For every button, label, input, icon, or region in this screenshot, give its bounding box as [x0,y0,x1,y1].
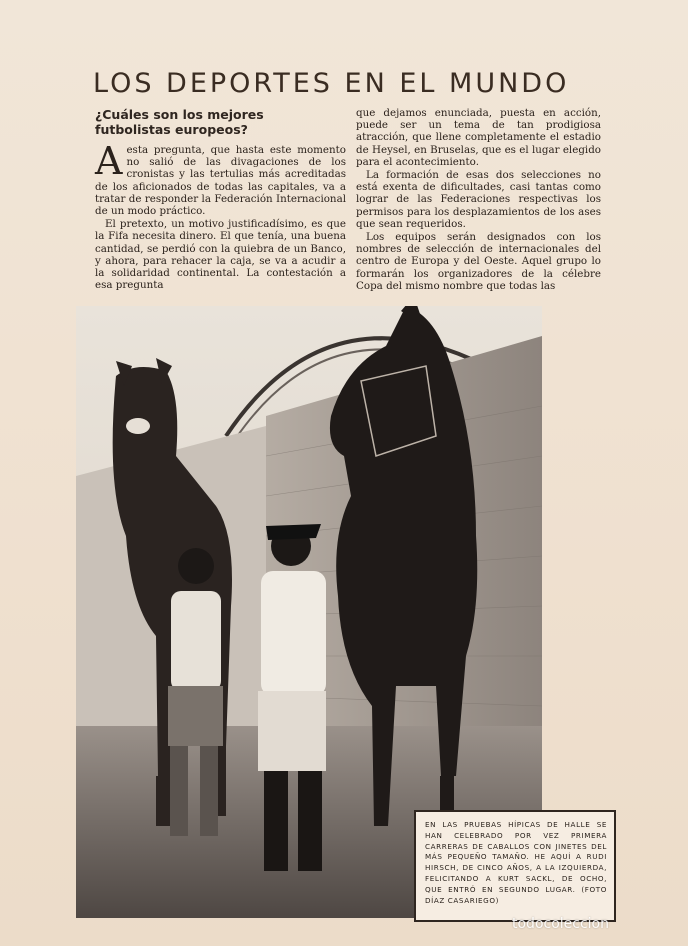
article-paragraph: que dejamos enunciada, puesta en acción, puede ser un tema de tan prodigiosa atracción, que llene completamente el estadio de Heysel, en Bruselas, que es el lugar elegido para el acontecimiento. [356,107,601,168]
photo-caption: EN LAS PRUEBAS HÍPICAS DE HALLE SE HAN CELEBRADO POR VEZ PRIMERA CARRERAS DE CABALLOS CON JINETES DEL MÁS PEQUEÑO TAMAÑO. HE AQUÍ A RUDI HIRSCH, DE CINCO AÑOS, A LA IZQUIERDA, FELICITANDO A KURT SACKL, DE OCHO, QUE ENTRÓ EN SEGUNDO LUGAR. (FOTO DÍAZ CASARIEGO) [414,810,616,922]
drop-cap: A [95,139,123,183]
article-column-left [95,139,346,292]
watermark: todocoleccion [512,916,609,932]
paragraph-text: esta pregunta, que hasta este momento no salió de las divagaciones de los cronistas y las tertulias más acreditadas de los aficionados de todas las capitales, va a tratar de responder la Federación Internacional de un modo práctico. [95,144,346,218]
article-paragraph: La formación de esas dos selecciones no está exenta de dificultades, casi tantas como lograr de las Federaciones respectivas los permisos para los desplazamientos de los ases que sean requeridos. [356,169,601,230]
article-paragraph [95,139,346,218]
page-title: LOS DEPORTES EN EL MUNDO [93,68,570,99]
article-column-right [356,107,601,293]
article-subheading: ¿Cuáles son los mejores futbolistas europeos? [95,107,264,137]
article-paragraph: Los equipos serán designados con los nombres de selección de internacionales del centro de Europa y del Oeste. Aquel grupo lo formarán los organizadores de la célebre Copa del mismo nombre que todas las [356,231,601,292]
article-paragraph: El pretexto, un motivo justificadísimo, es que la Fifa necesita dinero. El que tenía, una buena cantidad, se perdió con la quiebra de un Banco, y ahora, para rehacer la caja, se va a acudir a la solidaridad continental. La contestación a esa pregunta [95,218,346,292]
